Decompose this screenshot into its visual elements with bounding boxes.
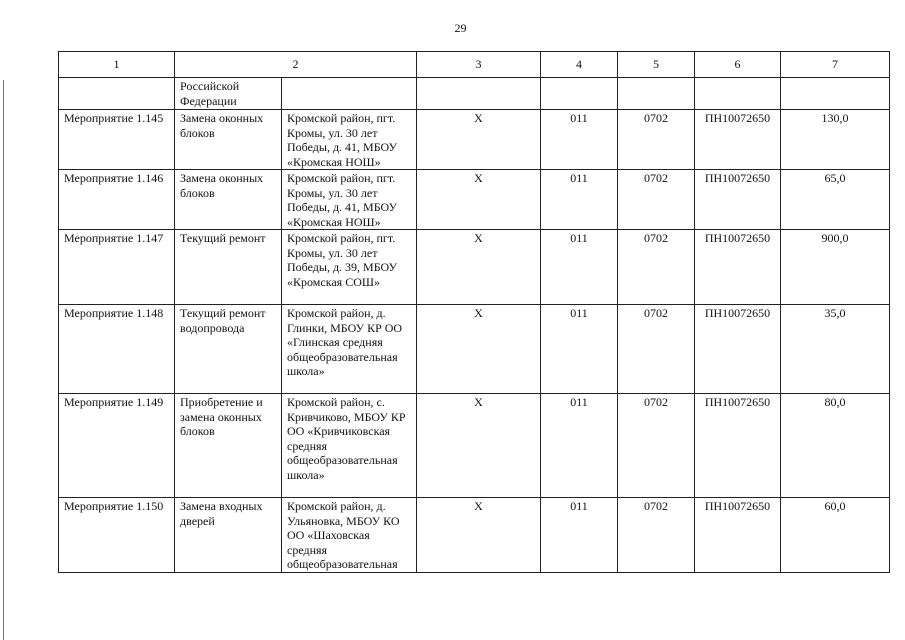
cell-empty [781, 78, 890, 110]
header-cell-3: 3 [417, 52, 541, 78]
cell-col6: ПН10072650 [695, 230, 781, 305]
cell-address: Кромской район, пгт. Кромы, ул. 30 лет Победы, д. 41, МБОУ «Кромская НОШ» [282, 110, 417, 170]
cell-event: Мероприятие 1.150 [59, 498, 175, 573]
cell-col4: 011 [541, 110, 618, 170]
cell-col6: ПН10072650 [695, 305, 781, 394]
cell-event: Мероприятие 1.147 [59, 230, 175, 305]
table-row [59, 498, 890, 573]
header-cell-2: 2 [175, 52, 417, 78]
cell-col5: 0702 [618, 170, 695, 230]
cell-col4: 011 [541, 305, 618, 394]
cell-address: Кромской район, с. Кривчиково, МБОУ КР ОО «Кривчиковская средняя общеобразовательная школа» [282, 394, 417, 498]
cell-work: Приобретение и замена оконных блоков [175, 394, 282, 498]
cell-col5: 0702 [618, 394, 695, 498]
cell-col3: Х [417, 170, 541, 230]
cell-empty [541, 78, 618, 110]
header-cell-4: 4 [541, 52, 618, 78]
cell-col7: 80,0 [781, 394, 890, 498]
table-row [59, 305, 890, 394]
cell-event: Мероприятие 1.146 [59, 170, 175, 230]
table-row [59, 170, 890, 230]
cell-empty [695, 78, 781, 110]
header-row [59, 52, 890, 78]
cell-col7: 65,0 [781, 170, 890, 230]
cell-col3: Х [417, 230, 541, 305]
cell-event: Мероприятие 1.145 [59, 110, 175, 170]
cell-event: Мероприятие 1.149 [59, 394, 175, 498]
cell-col3: Х [417, 305, 541, 394]
page-margin-line [3, 80, 4, 640]
header-cell-1: 1 [59, 52, 175, 78]
cell-col6: ПН10072650 [695, 170, 781, 230]
cell-col3: Х [417, 498, 541, 573]
cell-col4: 011 [541, 498, 618, 573]
cell-event: Мероприятие 1.148 [59, 305, 175, 394]
cell-empty [282, 78, 417, 110]
header-cell-5: 5 [618, 52, 695, 78]
cell-col3: Х [417, 110, 541, 170]
cell-work: Текущий ремонт водопровода [175, 305, 282, 394]
cell-col4: 011 [541, 170, 618, 230]
cell-col4: 011 [541, 394, 618, 498]
cell-col6: ПН10072650 [695, 498, 781, 573]
header-cell-7: 7 [781, 52, 890, 78]
cell-col7: 130,0 [781, 110, 890, 170]
page-number: 29 [454, 21, 467, 35]
cell-address: Кромской район, д. Ульяновка, МБОУ КО ОО «Шаховская средняя общеобразовательная [282, 498, 417, 573]
cell-work: Замена оконных блоков [175, 170, 282, 230]
table-row [59, 394, 890, 498]
header-cell-6: 6 [695, 52, 781, 78]
cell-col6: ПН10072650 [695, 110, 781, 170]
table-row [59, 230, 890, 305]
cell-col5: 0702 [618, 305, 695, 394]
cell-address: Кромской район, д. Глинки, МБОУ КР ОО «Глинская средняя общеобразовательная школа» [282, 305, 417, 394]
cell-col3: Х [417, 394, 541, 498]
cell-col7: 35,0 [781, 305, 890, 394]
table-row [59, 110, 890, 170]
cell-work: Текущий ремонт [175, 230, 282, 305]
cell-col4: 011 [541, 230, 618, 305]
budget-table [58, 51, 890, 573]
cell-col5: 0702 [618, 230, 695, 305]
cell-col6: ПН10072650 [695, 394, 781, 498]
cell-col7: 900,0 [781, 230, 890, 305]
cell-empty [417, 78, 541, 110]
cell-address: Кромской район, пгт. Кромы, ул. 30 лет Победы, д. 39, МБОУ «Кромская СОШ» [282, 230, 417, 305]
cell-col5: 0702 [618, 498, 695, 573]
cell-address: Кромской район, пгт. Кромы, ул. 30 лет Победы, д. 41, МБОУ «Кромская НОШ» [282, 170, 417, 230]
cell-col7: 60,0 [781, 498, 890, 573]
cell-empty [618, 78, 695, 110]
cell-empty [59, 78, 175, 110]
cell-col5: 0702 [618, 110, 695, 170]
continuation-row [59, 78, 890, 110]
cell-work: Замена оконных блоков [175, 110, 282, 170]
cell-recipient: Российской Федерации [175, 78, 282, 110]
cell-work: Замена входных дверей [175, 498, 282, 573]
